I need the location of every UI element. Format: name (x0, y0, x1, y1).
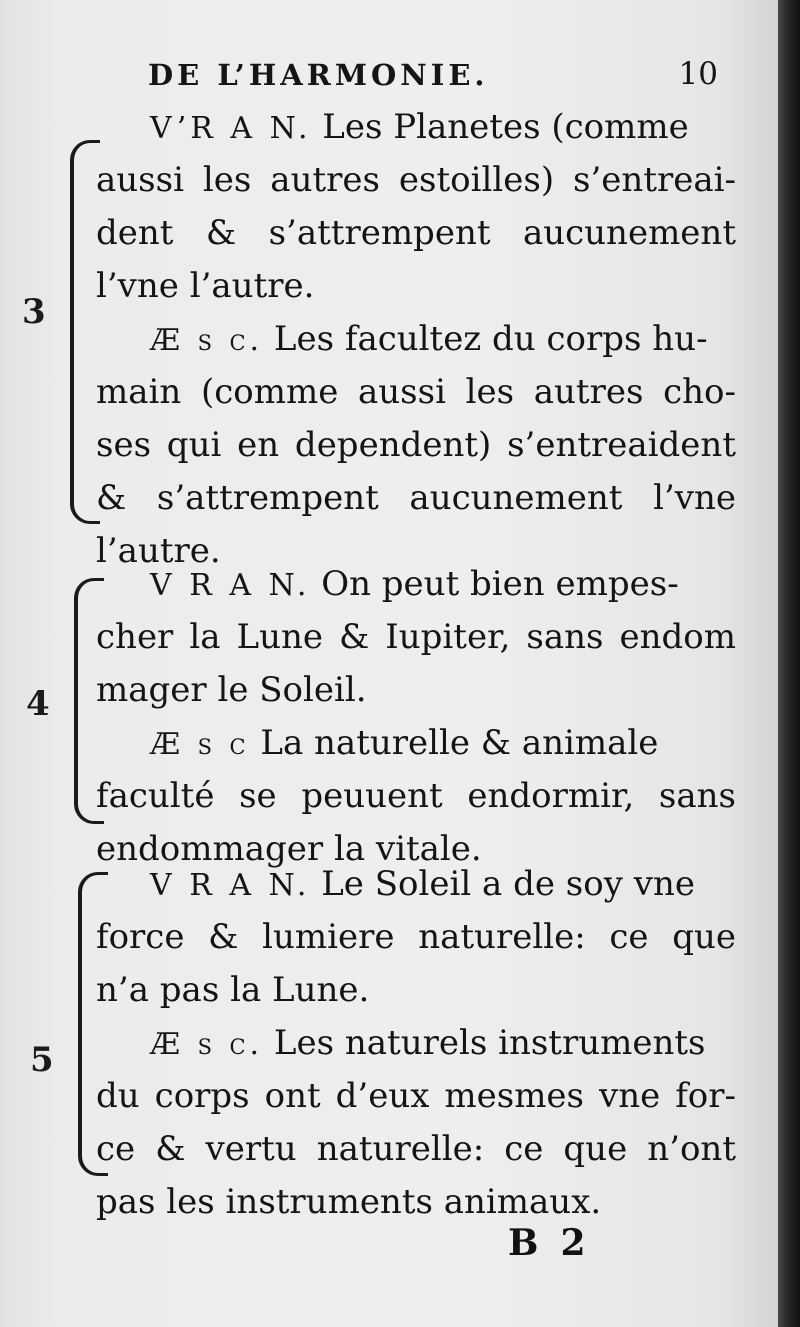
text-line: ses qui en dependent) s’entreaident (96, 425, 736, 465)
section-marker-4: 4 (26, 684, 50, 724)
text-line: faculté se peuuent endormir, sans (96, 776, 736, 816)
text-line: & s’attrempent aucunement l’vne (96, 478, 736, 518)
text-line: ce & vertu naturelle: ce que n’ont (96, 1129, 736, 1169)
speaker-label: V R A N. (150, 868, 311, 903)
page-edge-shadow (778, 0, 800, 1327)
text-line: aussi les autres estoilles) s’entreai- (96, 160, 736, 200)
text-line: n’a pas la Lune. (96, 970, 370, 1010)
signature-mark (508, 1222, 608, 1264)
section-4 (96, 558, 736, 876)
text-line: dent & s’attrempent aucunement (96, 213, 736, 253)
text-line: Æ s c. Les facultez du corps hu- (150, 319, 708, 359)
speaker-label: Æ s c. (150, 323, 264, 358)
text-line: du corps ont d’eux mesmes vne for- (96, 1076, 736, 1116)
signature-letter: B (508, 1222, 561, 1264)
text-line: Æ s c La naturelle & animale (150, 723, 659, 763)
speaker-label: V R A N. (150, 568, 311, 603)
section-3 (96, 101, 736, 578)
text-line: l’vne l’autre. (96, 266, 315, 306)
text-line: cher la Lune & Iupiter, sans endom (96, 617, 736, 657)
text-line: mager le Soleil. (96, 670, 367, 710)
speaker-label: Æ s c (150, 727, 250, 762)
section-5 (96, 858, 736, 1229)
text-line: force & lumiere naturelle: ce que (96, 917, 736, 957)
running-header (148, 58, 718, 98)
text-line: V R A N. Le Soleil a de soy vne (150, 864, 695, 904)
text-line: pas les instruments animaux. (96, 1182, 602, 1222)
signature-number: 2 (560, 1222, 608, 1264)
text-line: endommager la vitale. (96, 829, 482, 869)
section-marker-5: 5 (30, 1040, 54, 1080)
page-number: 10 (678, 56, 718, 92)
running-title: DE L’HARMONIE. (148, 58, 489, 92)
text-line: l’autre. (96, 531, 221, 571)
text-line: V R A N. On peut bien empes- (150, 564, 679, 604)
text-line: V’R A N. Les Planetes (comme (150, 107, 689, 147)
speaker-label: Æ s c. (150, 1027, 264, 1062)
speaker-label: V’R A N. (150, 111, 312, 146)
section-marker-3: 3 (22, 292, 46, 332)
text-line: main (comme aussi les autres cho- (96, 372, 736, 412)
text-line: Æ s c. Les naturels instruments (150, 1023, 706, 1063)
